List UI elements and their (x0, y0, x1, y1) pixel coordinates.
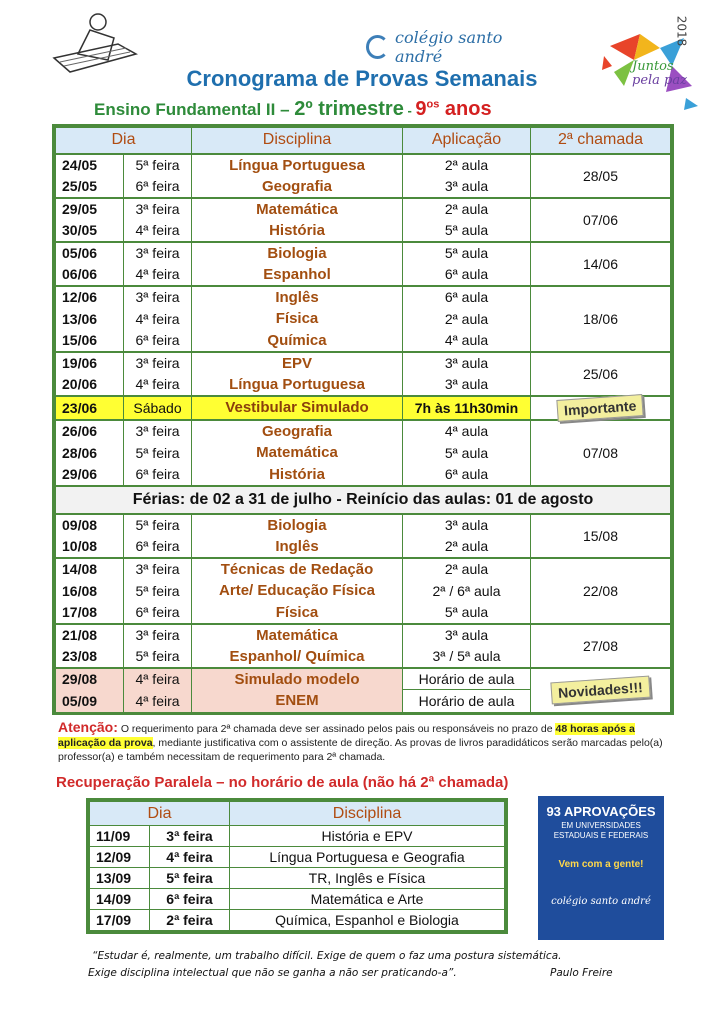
row-weekday: Sábado (124, 396, 192, 420)
row-slot: 6ª aula (403, 264, 531, 286)
row-date: 16/08 (56, 580, 124, 602)
row-weekday: 6ª feira (124, 602, 192, 624)
important-note-cell (531, 396, 671, 420)
news-note-cell (531, 668, 671, 712)
row-subject: História (192, 220, 403, 242)
recovery-row (90, 826, 505, 847)
vacation-row (56, 486, 671, 514)
table-row (56, 558, 671, 580)
row-weekday: 3ª feira (124, 352, 192, 374)
recovery-header-row (90, 802, 505, 826)
recovery-row (90, 910, 505, 931)
row-slot: 3ª aula (403, 176, 531, 198)
exam-schedule-table (52, 124, 674, 715)
attention-text-2: , mediante justificativa com o assistente de direção. As provas de livros paradidáticos serão marcadas pelo(a) professor(a) e também necessitam de requerimento para 2ª chamada. (58, 737, 663, 763)
row-slot: 4ª aula (403, 330, 531, 352)
closing-quote (88, 948, 678, 982)
row-slot: 5ª aula (403, 220, 531, 242)
row-date: 23/08 (56, 646, 124, 668)
row-subject: Matemática (192, 198, 403, 220)
badge-line-2: pela paz (632, 73, 687, 88)
recovery-date: 12/09 (90, 847, 150, 868)
second-call-date: 15/08 (531, 514, 671, 558)
row-weekday: 5ª feira (124, 514, 192, 536)
subtitle-grade-sup: os (426, 98, 440, 111)
row-slot: 3ª aula (403, 624, 531, 646)
row-weekday: 3ª feira (124, 286, 192, 308)
recovery-subjects: TR, Inglês e Física (230, 868, 505, 889)
row-slot: 5ª aula (403, 442, 531, 464)
row-weekday: 3ª feira (124, 242, 192, 264)
second-call-date: 14/06 (531, 242, 671, 286)
row-slot: 6ª aula (403, 286, 531, 308)
subtitle-level: Ensino Fundamental II – (94, 100, 295, 119)
second-call-date: 07/06 (531, 198, 671, 242)
second-call-date: 25/06 (531, 352, 671, 396)
row-weekday: 3ª feira (124, 558, 192, 580)
subtitle-trimester: 2º trimestre (294, 98, 404, 120)
row-slot: 3ª aula (403, 514, 531, 536)
row-subject: EPV (192, 352, 403, 374)
recovery-weekday: 5ª feira (150, 868, 230, 889)
recovery-weekday: 3ª feira (150, 826, 230, 847)
row-subject: Arte/ Educação Física (192, 580, 403, 602)
logo-swirl-icon (366, 35, 389, 59)
row-slot: 5ª aula (403, 602, 531, 624)
row-date: 24/05 (56, 154, 124, 176)
row-subject: Vestibular Simulado (192, 396, 403, 420)
row-subject: História (192, 464, 403, 486)
row-slot: 2ª aula (403, 198, 531, 220)
table-row (56, 198, 671, 220)
row-weekday: 5ª feira (124, 154, 192, 176)
attention-notice (58, 720, 670, 764)
row-subject: Inglês (192, 536, 403, 558)
table-row (56, 154, 671, 176)
row-date: 29/08 (56, 668, 124, 690)
row-subject: Língua Portuguesa (192, 154, 403, 176)
row-weekday: 4ª feira (124, 668, 192, 690)
row-date: 14/08 (56, 558, 124, 580)
row-date: 05/09 (56, 690, 124, 712)
row-date: 10/08 (56, 536, 124, 558)
col-header-aplicacao: Aplicação (403, 128, 531, 154)
quote-line-2: Exige disciplina intelectual que não se ganha a não ser praticando-a”. (88, 967, 457, 979)
row-date: 30/05 (56, 220, 124, 242)
row-weekday: 5ª feira (124, 646, 192, 668)
row-weekday: 5ª feira (124, 442, 192, 464)
row-date: 28/06 (56, 442, 124, 464)
second-call-date: 07/08 (531, 420, 671, 486)
row-subject: Geografia (192, 420, 403, 442)
approvals-ad-banner (538, 796, 664, 940)
row-date: 26/06 (56, 420, 124, 442)
news-sticky-note: Novidades!!! (550, 676, 650, 705)
recovery-weekday: 6ª feira (150, 889, 230, 910)
row-weekday: 4ª feira (124, 690, 192, 712)
row-subject: Inglês (192, 286, 403, 308)
row-date: 09/08 (56, 514, 124, 536)
recovery-col-disciplina: Disciplina (230, 802, 505, 826)
row-date: 12/06 (56, 286, 124, 308)
row-weekday: 4ª feira (124, 264, 192, 286)
second-call-date: 22/08 (531, 558, 671, 624)
row-slot: 3ª aula (403, 352, 531, 374)
recovery-weekday: 2ª feira (150, 910, 230, 931)
recovery-date: 11/09 (90, 826, 150, 847)
ad-headline: 93 APROVAÇÕES (546, 804, 656, 819)
school-name: colégio santo andré (395, 28, 503, 66)
row-slot: 2ª aula (403, 154, 531, 176)
recovery-subjects: Química, Espanhol e Biologia (230, 910, 505, 931)
important-sticky-note: Importante (557, 394, 645, 422)
row-slot: Horário de aula (403, 668, 531, 690)
quote-line-1: “Estudar é, realmente, um trabalho difícil. Exige de quem o faz uma postura sistemática. (92, 950, 562, 962)
ad-tagline: Vem com a gente! (558, 859, 644, 870)
row-date: 23/06 (56, 396, 124, 420)
row-weekday: 3ª feira (124, 420, 192, 442)
recovery-row (90, 847, 505, 868)
row-slot: 2ª aula (403, 558, 531, 580)
row-slot: 3ª aula (403, 374, 531, 396)
row-date: 25/05 (56, 176, 124, 198)
recovery-table (86, 798, 508, 934)
row-weekday: 5ª feira (124, 580, 192, 602)
row-subject: Física (192, 602, 403, 624)
page-title: Cronograma de Provas Semanais (186, 66, 538, 91)
row-weekday: 6ª feira (124, 176, 192, 198)
subtitle-grade-word: anos (439, 98, 492, 120)
row-slot: 6ª aula (403, 464, 531, 486)
recovery-date: 14/09 (90, 889, 150, 910)
row-subject: Biologia (192, 514, 403, 536)
recovery-date: 17/09 (90, 910, 150, 931)
recovery-subjects: Língua Portuguesa e Geografia (230, 847, 505, 868)
col-header-dia: Dia (56, 128, 192, 154)
recovery-title: Recuperação Paralela – no horário de aula (não há 2ª chamada) (56, 774, 509, 791)
row-date: 29/05 (56, 198, 124, 220)
recovery-row (90, 889, 505, 910)
recovery-date: 13/09 (90, 868, 150, 889)
row-subject: Técnicas de Redação (192, 558, 403, 580)
recovery-col-dia: Dia (90, 802, 230, 826)
ad-subline: EM UNIVERSIDADES ESTADUAIS E FEDERAIS (553, 821, 649, 840)
attention-label: Atenção: (58, 719, 118, 735)
row-weekday: 4ª feira (124, 374, 192, 396)
subtitle-dash: - (403, 103, 416, 118)
recovery-subjects: Matemática e Arte (230, 889, 505, 910)
row-slot: 2ª aula (403, 308, 531, 330)
vacation-text: Férias: de 02 a 31 de julho - Reinício das aulas: 01 de agosto (56, 486, 671, 514)
ad-logo: colégio santo andré (551, 896, 651, 907)
row-weekday: 6ª feira (124, 330, 192, 352)
school-logo (366, 28, 546, 66)
row-weekday: 6ª feira (124, 464, 192, 486)
second-call-date: 18/06 (531, 286, 671, 352)
second-call-date: 28/05 (531, 154, 671, 198)
row-subject: ENEM (192, 690, 403, 712)
table-row (56, 286, 671, 308)
row-subject: Espanhol/ Química (192, 646, 403, 668)
row-date: 29/06 (56, 464, 124, 486)
quote-author: Paulo Freire (550, 967, 613, 979)
col-header-segunda-chamada: 2ª chamada (531, 128, 671, 154)
recovery-subjects: História e EPV (230, 826, 505, 847)
row-slot: 2ª aula (403, 536, 531, 558)
row-weekday: 3ª feira (124, 198, 192, 220)
row-subject: Geografia (192, 176, 403, 198)
row-date: 06/06 (56, 264, 124, 286)
row-slot: 3ª / 5ª aula (403, 646, 531, 668)
row-slot: 4ª aula (403, 420, 531, 442)
row-subject: Física (192, 308, 403, 330)
row-date: 13/06 (56, 308, 124, 330)
badge-line-1: Juntos (632, 59, 674, 74)
row-subject: Matemática (192, 624, 403, 646)
table-row (56, 420, 671, 442)
row-date: 17/08 (56, 602, 124, 624)
row-subject: Simulado modelo (192, 668, 403, 690)
row-weekday: 4ª feira (124, 308, 192, 330)
attention-highlight: 48 horas após a aplicação da prova (58, 723, 635, 749)
row-weekday: 3ª feira (124, 624, 192, 646)
row-slot: Horário de aula (403, 690, 531, 712)
row-subject: Espanhol (192, 264, 403, 286)
table-row (56, 668, 671, 690)
recovery-weekday: 4ª feira (150, 847, 230, 868)
badge-year: 2018 (674, 15, 689, 47)
subtitle-grade (415, 98, 491, 120)
table-row (56, 514, 671, 536)
row-subject: Matemática (192, 442, 403, 464)
row-date: 05/06 (56, 242, 124, 264)
table-row (56, 624, 671, 646)
recovery-row (90, 868, 505, 889)
page-header (0, 0, 724, 122)
table-row (56, 352, 671, 374)
row-date: 15/06 (56, 330, 124, 352)
table-header-row (56, 128, 671, 154)
row-date: 20/06 (56, 374, 124, 396)
table-row (56, 242, 671, 264)
row-date: 21/08 (56, 624, 124, 646)
row-subject: Biologia (192, 242, 403, 264)
row-slot: 2ª / 6ª aula (403, 580, 531, 602)
col-header-disciplina: Disciplina (192, 128, 403, 154)
row-date: 19/06 (56, 352, 124, 374)
table-row-highlighted (56, 396, 671, 420)
row-weekday: 4ª feira (124, 220, 192, 242)
row-subject: Química (192, 330, 403, 352)
row-weekday: 6ª feira (124, 536, 192, 558)
row-slot: 7h às 11h30min (403, 396, 531, 420)
row-subject: Língua Portuguesa (192, 374, 403, 396)
attention-text-1: O requerimento para 2ª chamada deve ser assinado pelos pais ou responsáveis no prazo de (117, 723, 556, 735)
row-slot: 5ª aula (403, 242, 531, 264)
subtitle-grade-number: 9 (415, 98, 427, 120)
page-subtitle (94, 98, 492, 121)
second-call-date: 27/08 (531, 624, 671, 668)
